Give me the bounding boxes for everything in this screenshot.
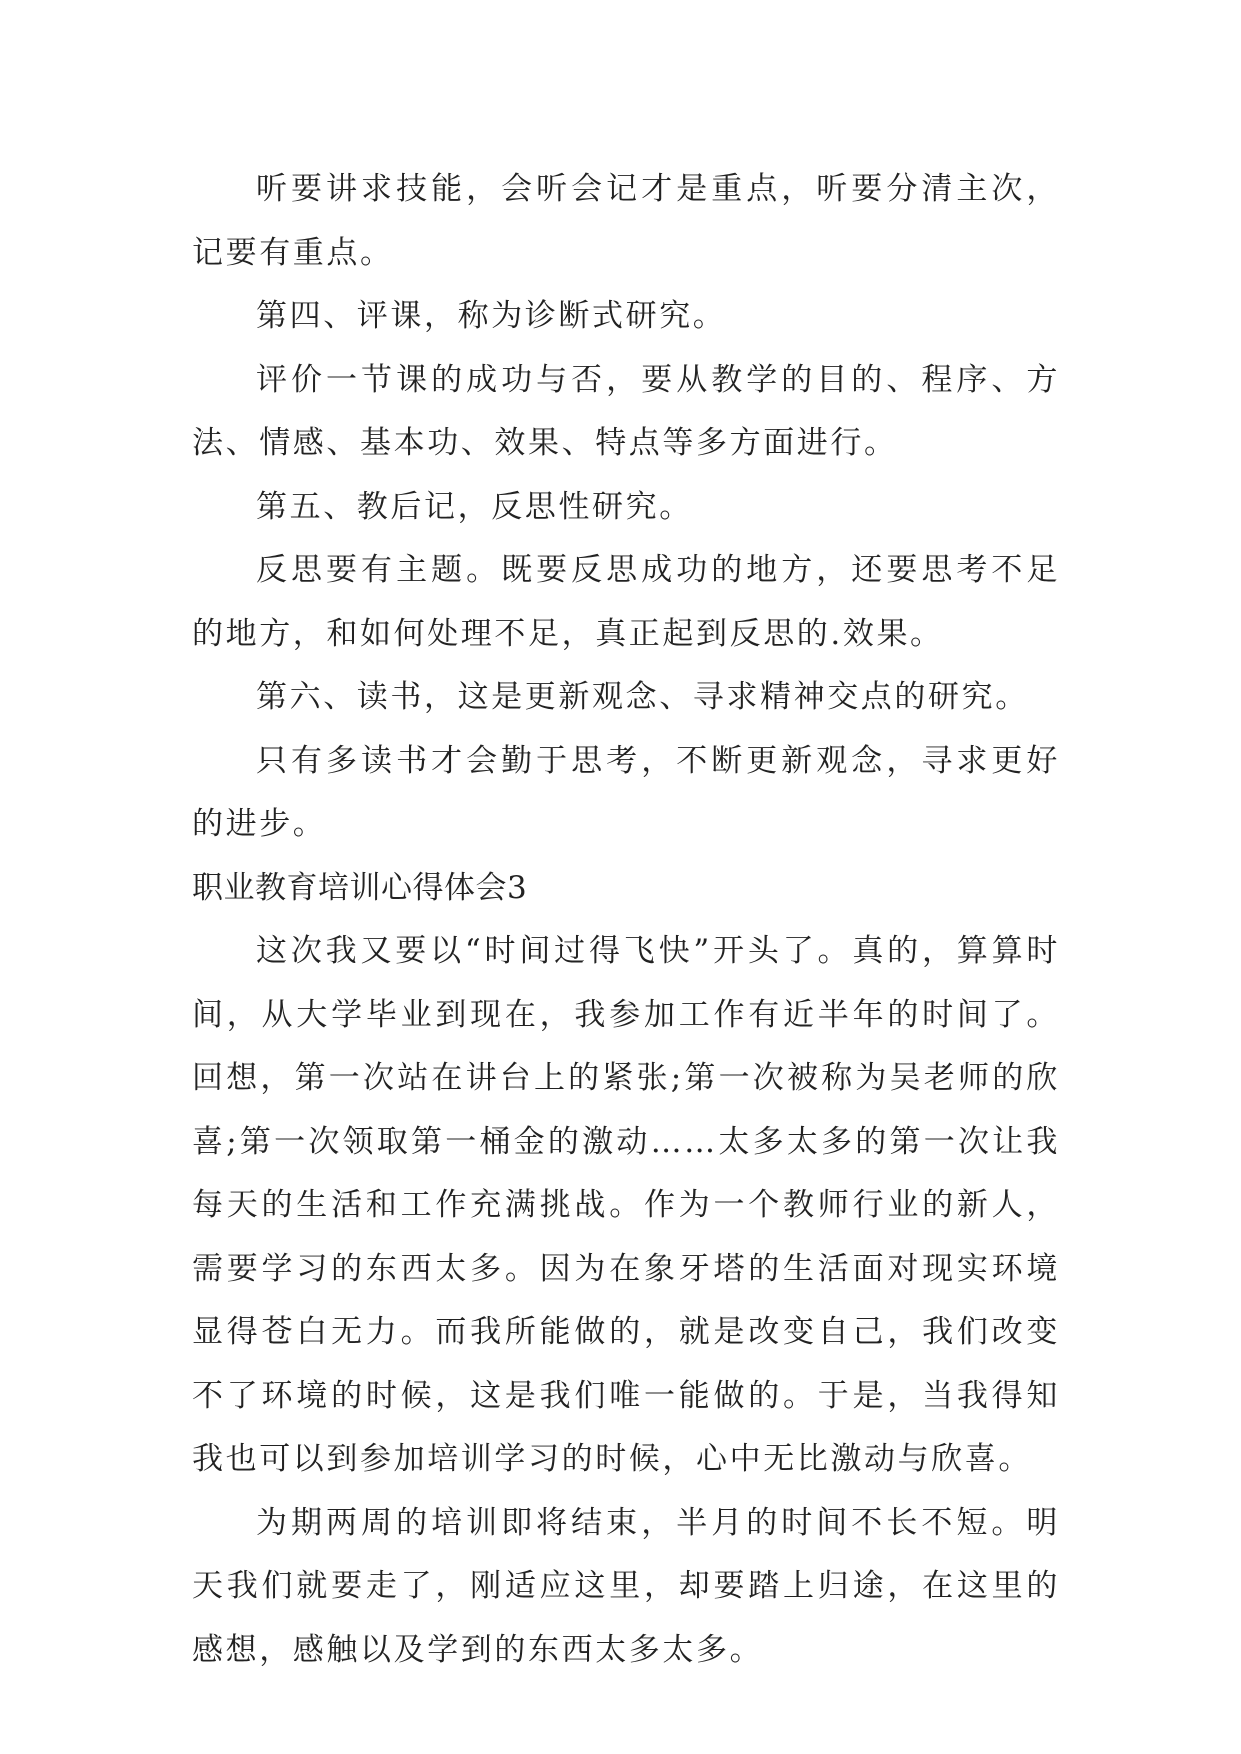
paragraph-first-experiences: 这次我又要以“时间过得飞快”开头了。真的，算算时间，从大学毕业到现在，我参加工作有近半年的时间了。回想，第一次站在讲台上的紧张;第一次被称为吴老师的欣喜;第一次领取第一桶金的激动……太多太多的第一次让我每天的生活和工作充满挑战。作为一个教师行业的新人，需要学习的东西太多。因为在象牙塔的生活面对现实环境显得苍白无力。而我所能做的，就是改变自己，我们改变不了环境的时候，这是我们唯一能做的。于是，当我得知我也可以到参加培训学习的时候，心中无比激动与欣喜。	[192, 933, 1060, 1477]
paragraph-section-six-heading: 第六、读书，这是更新观念、寻求精神交点的研究。	[256, 679, 1029, 715]
paragraph-reading: 只有多读书才会勤于思考，不断更新观念，寻求更好的进步。	[192, 742, 1060, 842]
document-body	[192, 158, 1060, 1682]
paragraph-section-four-heading: 第四、评课，称为诊断式研究。	[256, 298, 727, 334]
paragraph-training-ending: 为期两周的培训即将结束，半月的时间不长不短。明天我们就要走了，刚适应这里，却要踏上归途，在这里的感想，感触以及学到的东西太多太多。	[192, 1504, 1060, 1668]
paragraph-reflection: 反思要有主题。既要反思成功的地方，还要思考不足的地方，和如何处理不足，真正起到反思的.效果。	[192, 552, 1060, 652]
paragraph-listening-skills: 听要讲求技能，会听会记才是重点，听要分清主次，记要有重点。	[192, 171, 1060, 271]
paragraph-section-five-heading: 第五、教后记，反思性研究。	[256, 488, 693, 525]
section-title: 职业教育培训心得体会3	[192, 869, 528, 906]
paragraph-lesson-evaluation: 评价一节课的成功与否，要从教学的目的、程序、方法、情感、基本功、效果、特点等多方面进行。	[192, 361, 1060, 461]
